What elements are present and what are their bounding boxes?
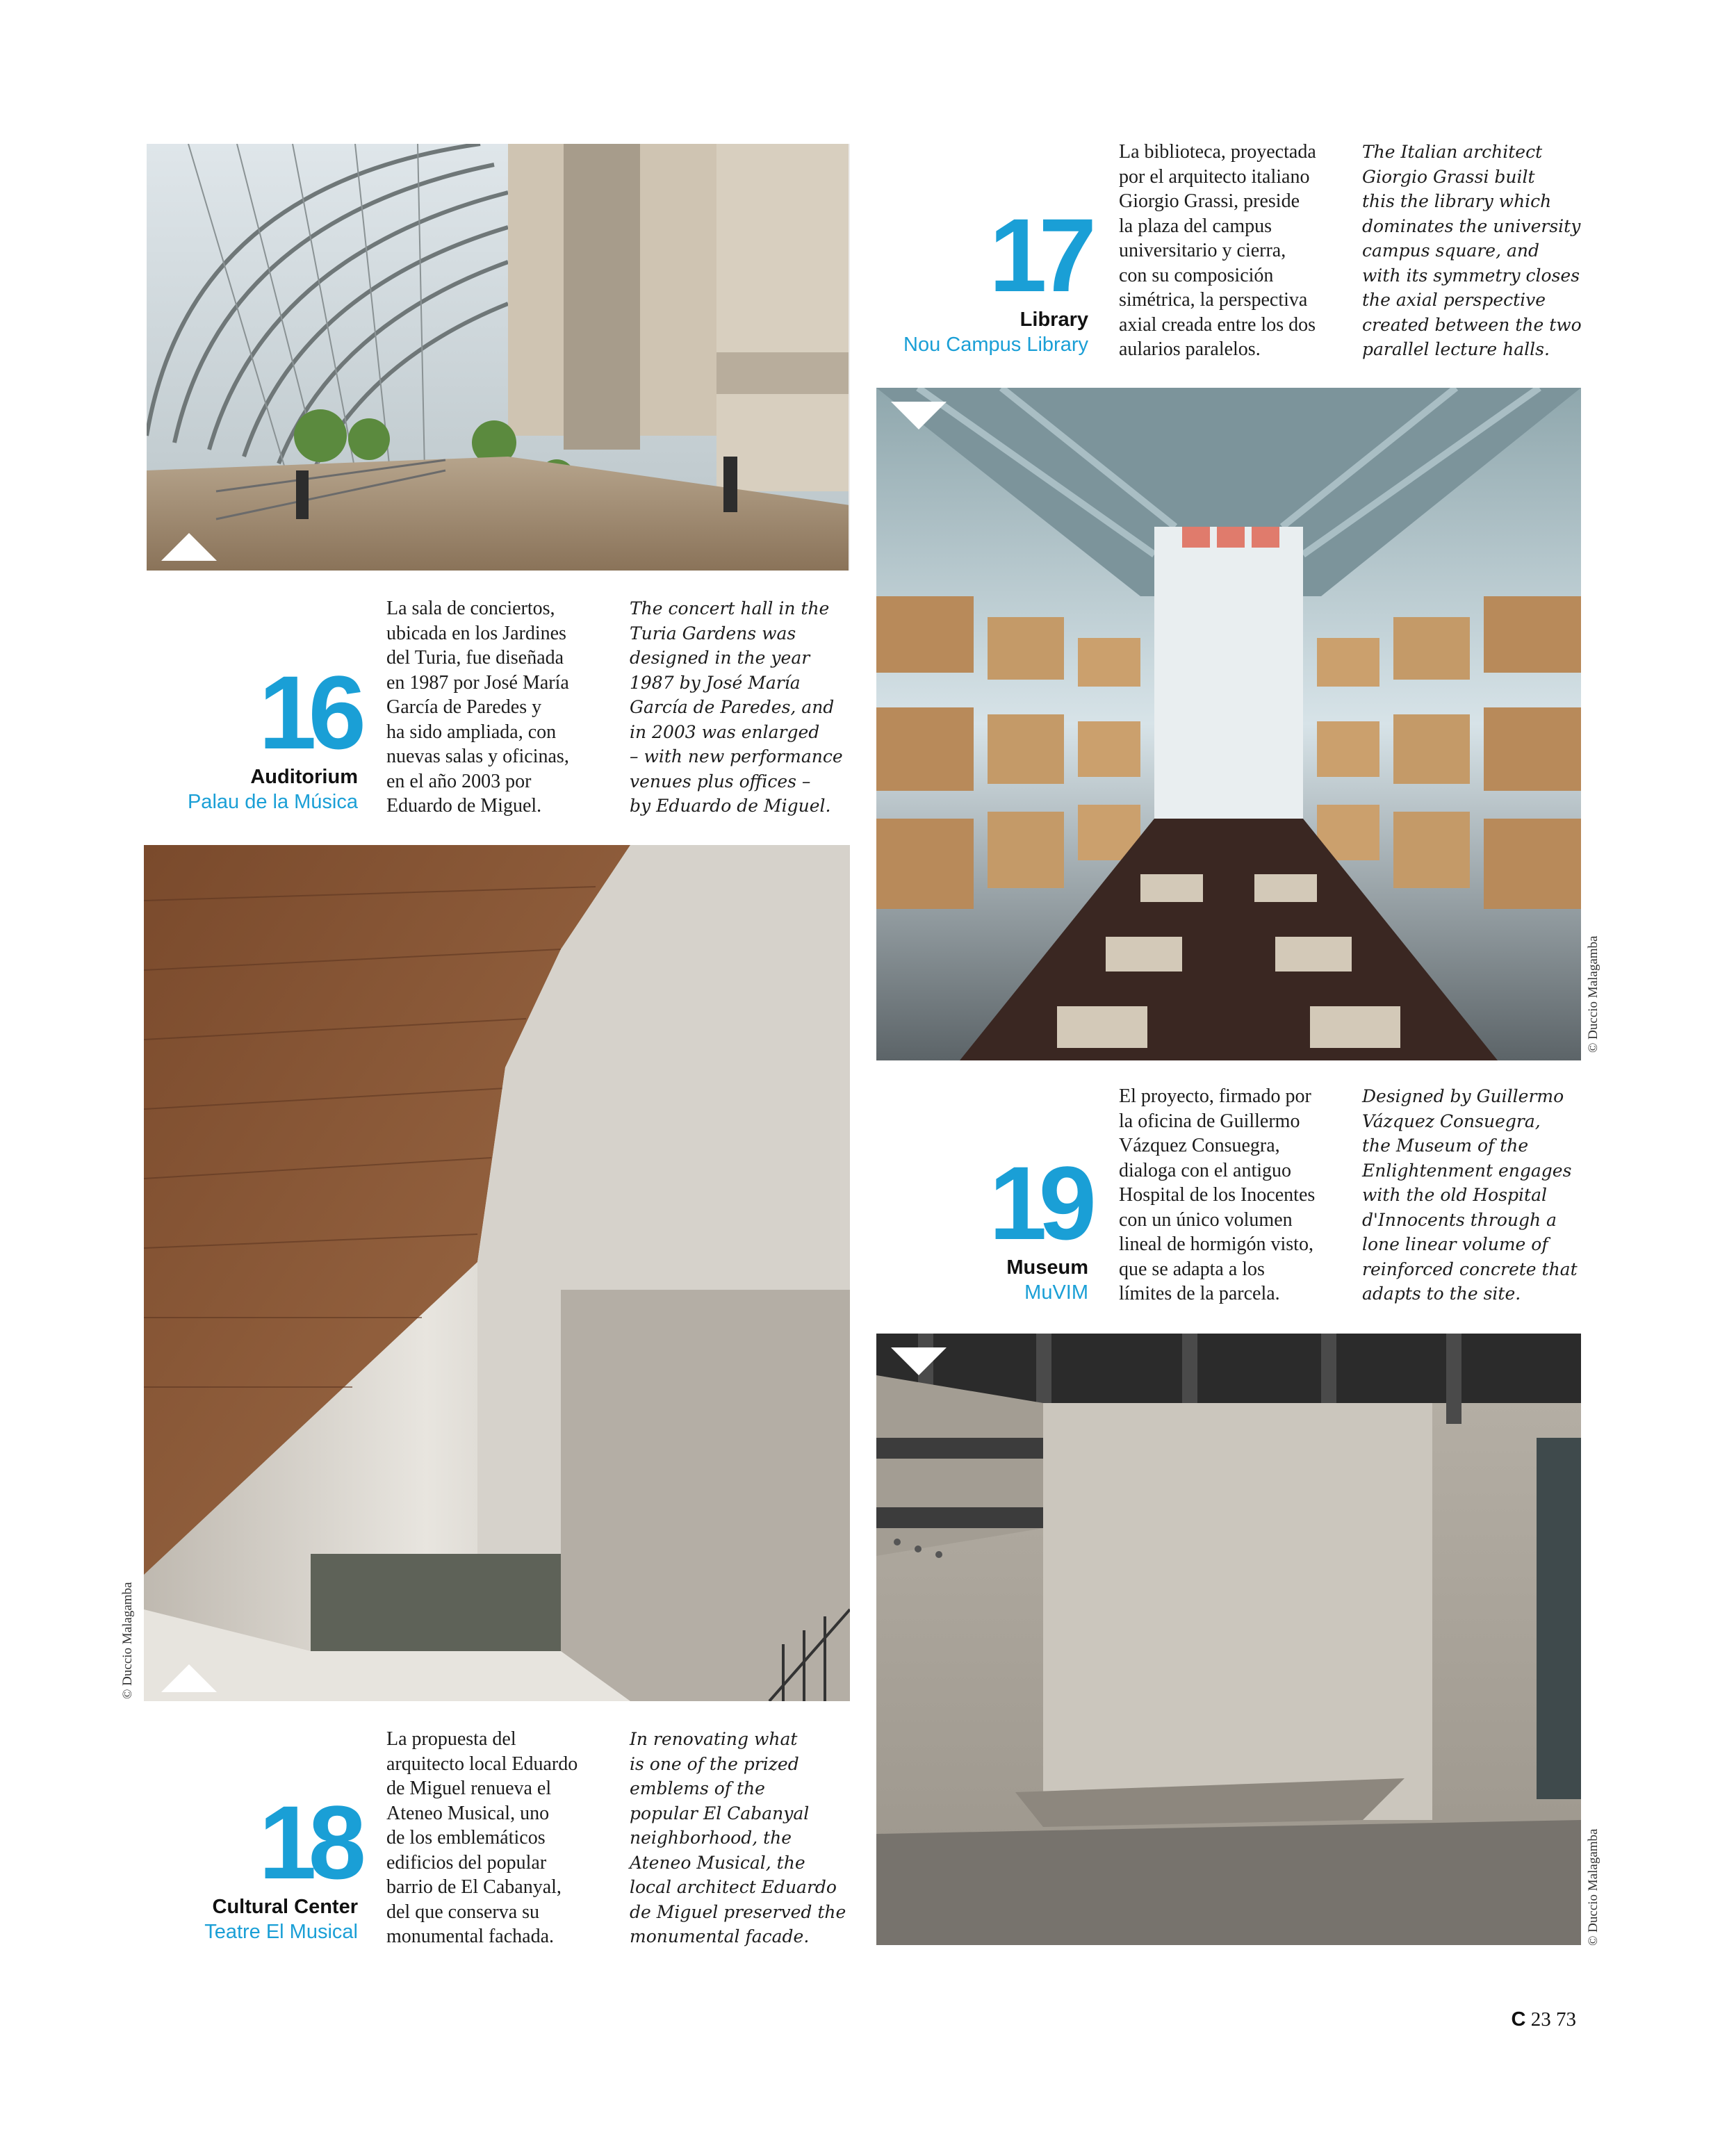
issue-number: 23 — [1530, 2008, 1551, 2031]
entry-number: 19 — [989, 1145, 1088, 1261]
entry-number: 17 — [989, 197, 1088, 313]
entry-number: 18 — [259, 1784, 358, 1901]
entry-number: 16 — [259, 654, 358, 771]
entry-building-name: Teatre El Musical — [204, 1921, 358, 1944]
entry-building-name: Nou Campus Library — [903, 334, 1088, 356]
entry-building-name: Palau de la Música — [187, 791, 358, 814]
entry-16-english-text: The concert hall in the Turia Gardens was designed in the year 1987 by José María García de Paredes, and in 2003 was enlarged – with new performance venues plus offices – by Eduardo de Miguel. — [630, 598, 843, 816]
page-number: 73 — [1556, 2008, 1576, 2031]
photo-marker-16 — [161, 533, 217, 561]
entry-category: Museum — [1006, 1256, 1088, 1279]
entry-category: Cultural Center — [212, 1896, 358, 1918]
entry-category: Library — [1020, 309, 1088, 331]
entry-19-english-text: Designed by Guillermo Vázquez Consuegra, the Museum of the Enlightenment engages with the old Hospital d'Innocents through a lone linear volume of reinforced concrete that adapts to the site. — [1362, 1086, 1578, 1304]
photo-marker-18 — [161, 1664, 217, 1692]
photo-palau-de-la-musica — [147, 144, 850, 571]
entry-16-heading — [187, 654, 358, 815]
photo-credit: © Duccio Malagamba — [1586, 935, 1600, 1053]
entry-19-heading — [989, 1145, 1088, 1306]
photo-marker-19 — [891, 1347, 947, 1375]
entry-16-spanish-text: La sala de conciertos, ubicada en los Jardines del Turia, fue diseñada en 1987 por José María García de Paredes y ha sido ampliada, con nuevas salas y oficinas, en el año 2003 por Eduardo de Miguel. — [386, 598, 569, 817]
photo-teatre-el-musical — [144, 845, 850, 1701]
photo-muvim — [876, 1334, 1581, 1945]
entry-17-spanish-text: La biblioteca, proyectada por el arquitecto italiano Giorgio Grassi, preside la plaza del campus universitario y cierra, con su composición simétrica, la perspectiva axial creada entre los dos aularios paralelos. — [1119, 141, 1316, 360]
entry-18-english-text: In renovating what is one of the prized emblems of the popular El Cabanyal neighborhood, the Ateneo Musical, the local architect Eduardo de Miguel preserved the monumental facade. — [630, 1729, 846, 1946]
entry-17-heading — [903, 197, 1088, 358]
page-folio — [1512, 2008, 1576, 2031]
entry-building-name: MuVIM — [1024, 1281, 1088, 1304]
photo-credit: © Duccio Malagamba — [1586, 1828, 1600, 1946]
entry-17-english-text: The Italian architect Giorgio Grassi built this the library which dominates the university campus square, and with its symmetry closes the axial perspective created between the two parallel lecture halls. — [1362, 142, 1582, 359]
entry-19-spanish-text: El proyecto, firmado por la oficina de Guillermo Vázquez Consuegra, dialoga con el antiguo Hospital de los Inocentes con un único volumen lineal de hormigón visto, que se adapta a los límites de la parcela. — [1119, 1085, 1316, 1304]
photo-marker-17 — [891, 402, 947, 429]
entry-category: Auditorium — [250, 766, 358, 788]
photo-nou-campus-library — [876, 388, 1581, 1060]
entry-18-spanish-text: La propuesta del arquitecto local Eduardo de Miguel renueva el Ateneo Musical, uno de los emblemáticos edificios del popular barrio de El Cabanyal, del que conserva su monumental fachada. — [386, 1728, 578, 1947]
photo-credit: © Duccio Malagamba — [120, 1582, 135, 1699]
magazine-logo: C — [1511, 2008, 1526, 2031]
entry-18-heading — [204, 1784, 358, 1945]
